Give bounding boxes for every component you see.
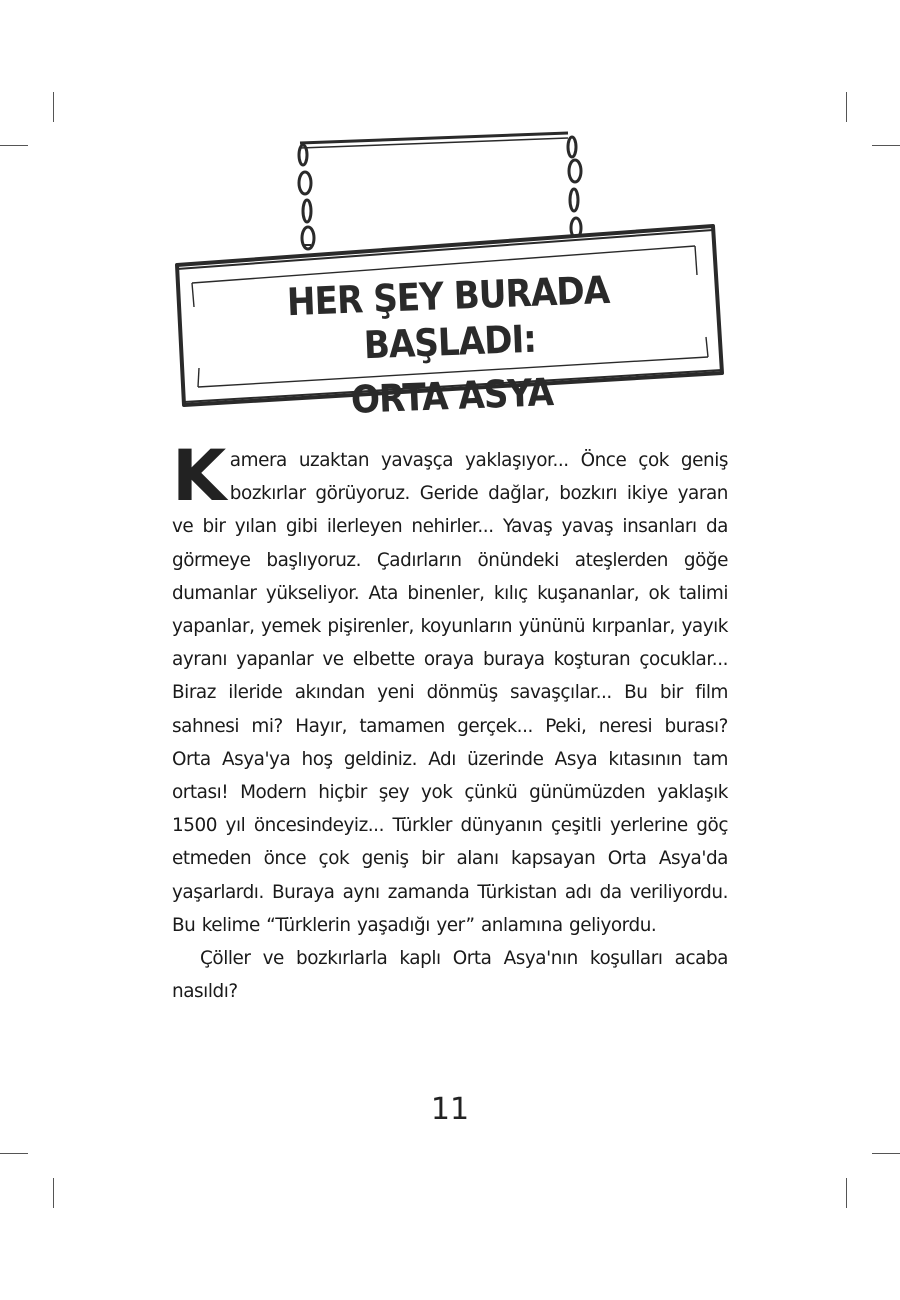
crop-mark-top-right-vertical bbox=[846, 92, 847, 122]
crop-mark-top-left-vertical bbox=[53, 92, 54, 122]
left-chain-icon bbox=[299, 145, 314, 249]
crop-mark-bottom-left-horizontal bbox=[0, 1153, 28, 1154]
paragraph-1 bbox=[172, 435, 728, 942]
chapter-title-line-1: HER ŞEY BURADA BAŞLADI: bbox=[286, 267, 610, 368]
crop-mark-bottom-right-vertical bbox=[846, 1178, 847, 1208]
crop-mark-bottom-right-horizontal bbox=[872, 1153, 900, 1154]
crop-mark-top-left-horizontal bbox=[0, 145, 28, 146]
paragraph-1-text: amera uzaktan yavaşça yaklaşıyor... Önce çok geniş bozkırlar görüyoruz. Geride dağlar, bozkırı ikiye yaran ve bir yılan gibi ilerleyen nehirler... Yavaş yavaş insanları da görmeye başlıyoruz. Çadırların önündeki ateşlerden göğe dumanlar yükseliyor. Ata binenler, kılıç kuşananlar, ok talimi yapanlar, yemek pişirenler, koyunların yününü kırpanlar, yayık ayranı yapanlar ve elbette oraya buraya koşturan çocuklar... Biraz ileride akından yeni dönmüş savaşçılar... Bu bir film sahnesi mi? Hayır, tamamen gerçek... Peki, neresi burası? Orta Asya'ya hoş geldiniz. Adı üzerinde Asya kıtasının tam ortası! Modern hiçbir şey yok çünkü günümüzden yaklaşık 1500 yıl öncesindeyiz... Türkler dünyanın çeşitli yerlerine göç etmeden önce çok geniş bir alanı kapsayan Orta Asya'da yaşarlardı. Buraya aynı zamanda Türkistan adı da veriliyordu. Bu kelime “Türklerin yaşadığı yer” anlamına geliyordu. bbox=[172, 450, 728, 936]
chapter-title bbox=[207, 264, 692, 428]
crop-mark-top-right-horizontal bbox=[872, 145, 900, 146]
chapter-title-sign bbox=[170, 125, 730, 422]
body-text bbox=[172, 435, 728, 1008]
paragraph-2: Çöller ve bozkırlarla kaplı Orta Asya'nın koşulları acaba nasıldı? bbox=[172, 948, 728, 1003]
drop-cap: K bbox=[172, 435, 226, 517]
page-number: 11 bbox=[430, 1092, 470, 1127]
chapter-title-line-2: ORTA ASYA bbox=[350, 370, 554, 422]
crop-mark-bottom-left-vertical bbox=[53, 1178, 54, 1208]
right-chain-icon bbox=[568, 137, 581, 238]
